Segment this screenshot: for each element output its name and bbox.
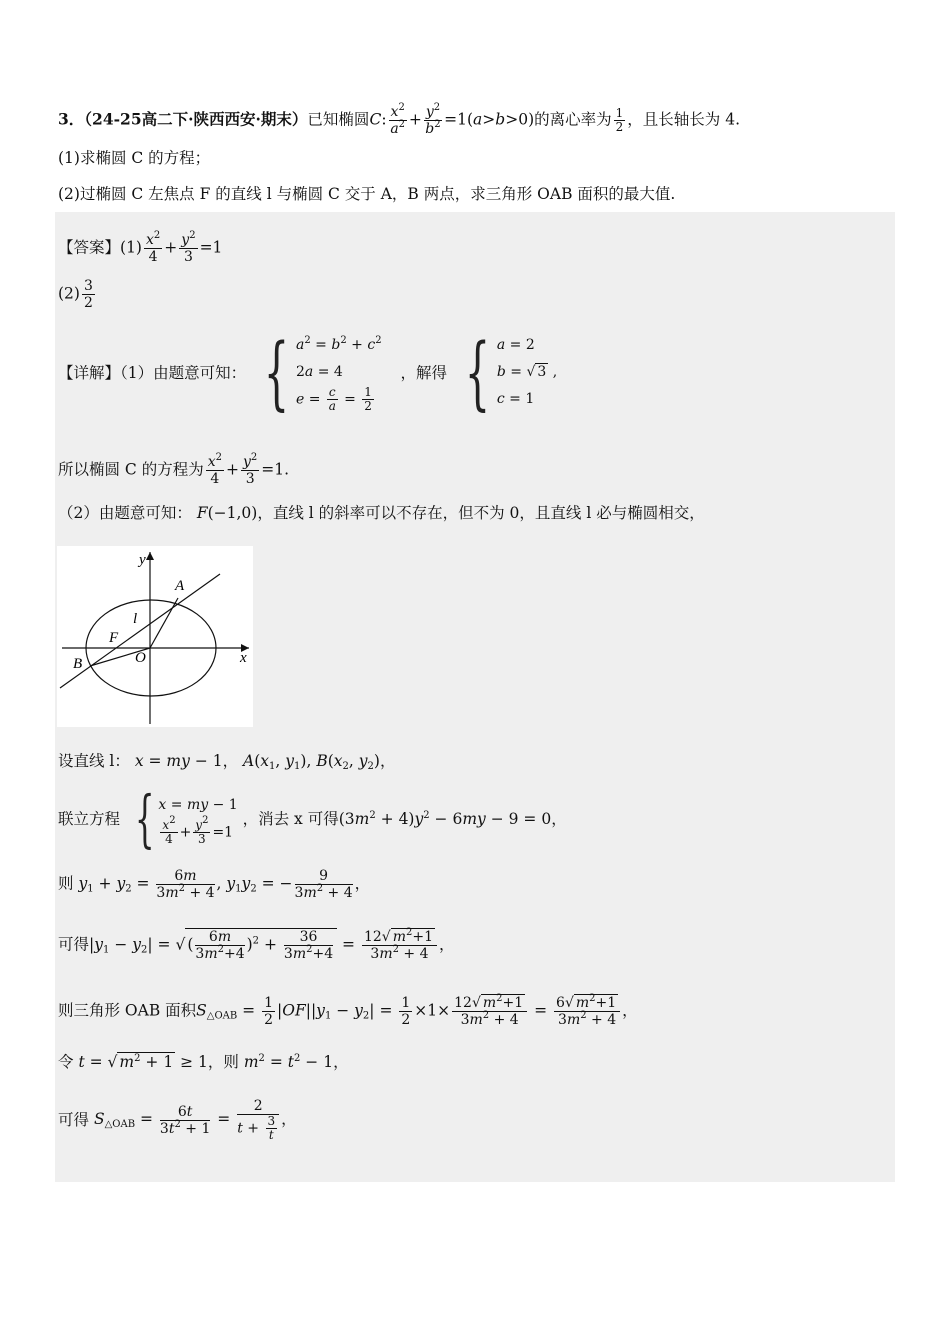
- y-axis-arrow: [146, 552, 154, 560]
- ellipse-figure: [57, 546, 253, 727]
- then2-text: ，则: [207, 1053, 239, 1071]
- answer-part1: 【答案】(1) $\frac{x^2}{4}$ + $\frac{y^2}{3}$ =1: [58, 230, 223, 265]
- detail-line2-text: 所以椭圆 C 的方程为: [58, 460, 204, 479]
- get-text: 可得: [58, 935, 90, 954]
- label-x: x: [240, 650, 247, 666]
- set-line-text: 设直线 l：: [58, 752, 130, 770]
- label-B: B: [73, 656, 83, 672]
- question-part2: (2)过椭圆 C 左焦点 F 的直线 l 与椭圆 C 交于 A，B 两点，求三角形 OAB 面积的最大值.: [58, 185, 676, 203]
- final-area-line: 可得 $S_{\triangle OAB}$ = $\frac{6t}{3t^2 + 1}$ = 2 t + $\frac{3}{t}$ ，: [58, 1098, 297, 1142]
- difference-line: 可得$|y_1 - y_2|$ = √ ( $\frac{6m}{3m^2+4}$ )$^2$ + $\frac{36}{3m^2+4}$ = $\frac{12√ m^2+1}{3m^2 + 4}$ ，: [58, 927, 455, 962]
- detail-label: 【详解】: [58, 363, 121, 382]
- joint-system: { x = my − 1 $\frac{x^2}{4}$ + $\frac{y^2}{3}$ =1: [134, 782, 238, 855]
- label-y: y: [139, 552, 146, 568]
- get2-text: 可得: [58, 1111, 90, 1129]
- question-part1: (1)求椭圆 C 的方程；: [58, 149, 211, 167]
- line-l: [60, 574, 220, 688]
- detail-line3-rest: ，直线 l 的斜率可以不存在，但不为 0，且直线 l 必与椭圆相交，: [257, 504, 705, 522]
- question-number: 3．: [58, 109, 85, 129]
- answer-part2: (2) $\frac{3}{2}$: [58, 278, 93, 311]
- question-stem: 3．（24-25高二下·陕西西安·期末）已知椭圆C: $\frac{x^2}{a^2}$ + $\frac{y^2}{b^2}$ =1(a>b>0)的离心率为 $\frac{1}{2}$ ，且长轴长为 4.: [58, 102, 740, 137]
- solve-text: ，解得: [400, 363, 448, 382]
- substitution-line: 令 t = √ $m^2 + 1 \ge 1$，则 $m^2 = t^2 - 1$，: [58, 1053, 349, 1071]
- stem-suffix: ，且长轴长为 4.: [627, 110, 740, 129]
- let-text: 令: [58, 1053, 74, 1071]
- area-then-text: 则三角形 OAB 面积: [58, 1001, 197, 1020]
- answer-part2-prefix: (2): [58, 284, 80, 303]
- label-l: l: [133, 611, 138, 627]
- label-O: O: [135, 650, 146, 666]
- label-F: F: [109, 630, 119, 646]
- equation-system-2: { a = 2 b = √ 3 , c = 1: [464, 325, 558, 419]
- answer-part1-prefix: (1): [120, 238, 142, 257]
- equation-system-1: { $a^2 = b^2 + c^2$ 2a = 4 e = $\frac{c}{a}$ = $\frac{1}{2}$: [263, 325, 382, 419]
- question-source: （24-25高二下·陕西西安·期末）: [84, 109, 308, 129]
- detail-line1-text: （1）由题意可知：: [120, 363, 247, 382]
- then-text: 则: [58, 874, 74, 893]
- detail-part1: [58, 325, 558, 432]
- detail-part2-intro: （2）由题意可知： F(−1,0)，直线 l 的斜率可以不存在，但不为 0，且直线 l 必与椭圆相交，: [58, 504, 705, 522]
- ellipse-equation-line: 所以椭圆 C 的方程为 $\frac{x^2}{4}$ + $\frac{y^2}{3}$ =1.: [58, 452, 290, 487]
- vieta-line: 则 $y_1 + y_2$ = $\frac{6m}{3m^2 + 4}$ , $y_1y_2$ = − $\frac{9}{3m^2 + 4}$ ，: [58, 868, 371, 901]
- ellipse-diagram: [57, 546, 253, 727]
- set-line-l: 设直线 l： x = my − 1， $A(x_1$, $y_1$), $B(x_2$, $y_2$)，: [58, 752, 396, 772]
- stem-prefix: 已知椭圆: [307, 110, 370, 129]
- answer-label: 【答案】: [58, 238, 121, 257]
- area-line: 则三角形 OAB 面积$S_{\triangle OAB}$ = $\frac{1}{2}$ $|OF||y_1 - y_2|$ = $\frac{1}{2}$ ×1× $\frac{12√ m^2+1}{3m^2 + 4}$ = $\frac{6√ m^2+1}{3m^2 + 4}$ ，: [58, 993, 638, 1028]
- joint-equation: 联立方程 { x = my − 1 $\frac{x^2}{4}$ + $\frac{y^2}{3}$ =1 ，消去 x 可得$(3m^2 + 4)y^2 - 6my - 9 = 0$，: [58, 782, 567, 855]
- segment-OA: [150, 598, 178, 648]
- detail-line3-text: （2）由题意可知：: [58, 504, 192, 522]
- joint-eq-text: 联立方程: [58, 810, 121, 828]
- eliminate-text: ，消去 x 可得: [242, 810, 339, 828]
- label-A: A: [175, 578, 185, 594]
- stem-mid: 的离心率为: [534, 110, 612, 129]
